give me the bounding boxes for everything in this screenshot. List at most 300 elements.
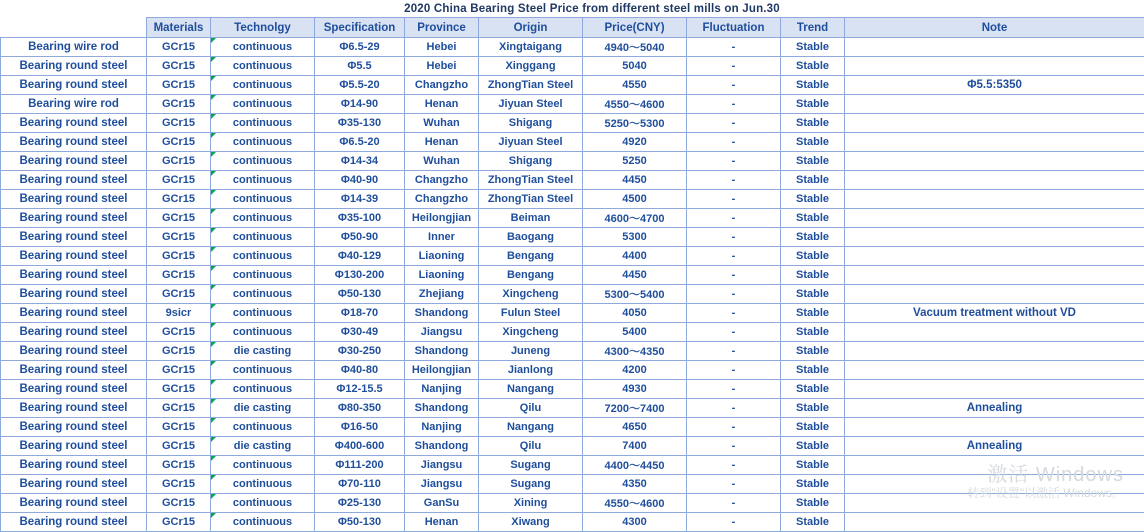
cell-fluctuation[interactable]: -: [687, 247, 781, 266]
cell-note[interactable]: [845, 323, 1144, 342]
cell-materials[interactable]: GCr15: [147, 361, 211, 380]
cell-price[interactable]: 4550: [583, 76, 687, 95]
cell-price[interactable]: 4550～4600: [583, 95, 687, 114]
cell-product[interactable]: Bearing round steel: [1, 76, 147, 95]
cell-technolgy[interactable]: continuous: [211, 304, 315, 323]
cell-specification[interactable]: Φ40-129: [315, 247, 405, 266]
table-row[interactable]: [1, 456, 1144, 475]
cell-product[interactable]: Bearing round steel: [1, 494, 147, 513]
cell-product[interactable]: Bearing round steel: [1, 399, 147, 418]
cell-materials[interactable]: GCr15: [147, 190, 211, 209]
table-row[interactable]: [1, 190, 1144, 209]
cell-price[interactable]: 5250～5300: [583, 114, 687, 133]
cell-origin[interactable]: Xining: [479, 494, 583, 513]
cell-province[interactable]: Changzho: [405, 190, 479, 209]
cell-specification[interactable]: Φ14-39: [315, 190, 405, 209]
cell-fluctuation[interactable]: -: [687, 38, 781, 57]
cell-province[interactable]: Inner: [405, 228, 479, 247]
cell-specification[interactable]: Φ130-200: [315, 266, 405, 285]
cell-technolgy[interactable]: continuous: [211, 266, 315, 285]
cell-product[interactable]: Bearing round steel: [1, 228, 147, 247]
table-row[interactable]: [1, 361, 1144, 380]
cell-price[interactable]: 5250: [583, 152, 687, 171]
cell-materials[interactable]: GCr15: [147, 76, 211, 95]
cell-province[interactable]: GanSu: [405, 494, 479, 513]
cell-technolgy[interactable]: continuous: [211, 57, 315, 76]
column-header-price: Price(CNY): [583, 18, 687, 38]
cell-product[interactable]: Bearing round steel: [1, 133, 147, 152]
cell-price[interactable]: 4500: [583, 190, 687, 209]
cell-note[interactable]: [845, 361, 1144, 380]
cell-fluctuation[interactable]: -: [687, 399, 781, 418]
cell-specification[interactable]: Φ6.5-29: [315, 38, 405, 57]
cell-materials[interactable]: GCr15: [147, 342, 211, 361]
cell-product[interactable]: Bearing round steel: [1, 152, 147, 171]
cell-price[interactable]: 5300～5400: [583, 285, 687, 304]
table-row[interactable]: [1, 266, 1144, 285]
cell-province[interactable]: Jiangsu: [405, 475, 479, 494]
cell-province[interactable]: Wuhan: [405, 152, 479, 171]
cell-origin[interactable]: ZhongTian Steel: [479, 76, 583, 95]
cell-product[interactable]: Bearing round steel: [1, 57, 147, 76]
page-title: 2020 China Bearing Steel Price from different steel mills on Jun.30: [364, 3, 780, 15]
cell-origin[interactable]: Sugang: [479, 456, 583, 475]
cell-origin[interactable]: Shigang: [479, 152, 583, 171]
cell-materials[interactable]: 9sicr: [147, 304, 211, 323]
cell-province[interactable]: Changzho: [405, 171, 479, 190]
cell-price[interactable]: 4400: [583, 247, 687, 266]
cell-technolgy[interactable]: continuous: [211, 285, 315, 304]
cell-specification[interactable]: Φ30-49: [315, 323, 405, 342]
cell-note[interactable]: [845, 475, 1144, 494]
cell-specification[interactable]: Φ400-600: [315, 437, 405, 456]
cell-origin[interactable]: Bengang: [479, 247, 583, 266]
cell-technolgy[interactable]: continuous: [211, 247, 315, 266]
table-header-row: [1, 18, 1144, 38]
cell-trend[interactable]: Stable: [781, 494, 845, 513]
cell-fluctuation[interactable]: -: [687, 190, 781, 209]
table-row[interactable]: [1, 494, 1144, 513]
cell-origin[interactable]: Bengang: [479, 266, 583, 285]
cell-specification[interactable]: Φ35-130: [315, 114, 405, 133]
cell-specification[interactable]: Φ80-350: [315, 399, 405, 418]
table-row[interactable]: [1, 95, 1144, 114]
cell-province[interactable]: Jiangsu: [405, 323, 479, 342]
cell-technolgy[interactable]: die casting: [211, 437, 315, 456]
cell-origin[interactable]: Beiman: [479, 209, 583, 228]
cell-product[interactable]: Bearing wire rod: [1, 95, 147, 114]
cell-product[interactable]: Bearing round steel: [1, 513, 147, 532]
cell-note[interactable]: Φ5.5:5350: [845, 76, 1144, 95]
cell-trend[interactable]: Stable: [781, 323, 845, 342]
cell-origin[interactable]: Jianlong: [479, 361, 583, 380]
cell-note[interactable]: [845, 247, 1144, 266]
cell-product[interactable]: Bearing round steel: [1, 266, 147, 285]
cell-note[interactable]: [845, 190, 1144, 209]
cell-product[interactable]: Bearing round steel: [1, 247, 147, 266]
cell-technolgy[interactable]: continuous: [211, 513, 315, 532]
table-row[interactable]: [1, 285, 1144, 304]
cell-province[interactable]: Changzho: [405, 76, 479, 95]
cell-materials[interactable]: GCr15: [147, 133, 211, 152]
cell-specification[interactable]: Φ50-130: [315, 285, 405, 304]
cell-trend[interactable]: Stable: [781, 380, 845, 399]
cell-price[interactable]: 4940～5040: [583, 38, 687, 57]
cell-province[interactable]: Nanjing: [405, 418, 479, 437]
cell-product[interactable]: Bearing round steel: [1, 285, 147, 304]
cell-note[interactable]: [845, 209, 1144, 228]
table-row[interactable]: [1, 380, 1144, 399]
cell-specification[interactable]: Φ70-110: [315, 475, 405, 494]
watermark-line-2: 转到"设置"以激活 Windows。: [967, 486, 1124, 500]
cell-materials[interactable]: GCr15: [147, 456, 211, 475]
cell-fluctuation[interactable]: -: [687, 171, 781, 190]
cell-product[interactable]: Bearing round steel: [1, 380, 147, 399]
cell-materials[interactable]: GCr15: [147, 114, 211, 133]
cell-origin[interactable]: Qilu: [479, 399, 583, 418]
table-row[interactable]: [1, 513, 1144, 532]
cell-trend[interactable]: Stable: [781, 114, 845, 133]
cell-province[interactable]: Heilongjian: [405, 361, 479, 380]
cell-technolgy[interactable]: continuous: [211, 133, 315, 152]
cell-materials[interactable]: GCr15: [147, 228, 211, 247]
cell-province[interactable]: Wuhan: [405, 114, 479, 133]
cell-fluctuation[interactable]: -: [687, 228, 781, 247]
cell-trend[interactable]: Stable: [781, 342, 845, 361]
cell-price[interactable]: 4300: [583, 513, 687, 532]
column-header-note: Note: [845, 18, 1144, 38]
cell-specification[interactable]: Φ30-250: [315, 342, 405, 361]
cell-trend[interactable]: Stable: [781, 152, 845, 171]
cell-trend[interactable]: Stable: [781, 475, 845, 494]
cell-province[interactable]: Henan: [405, 95, 479, 114]
cell-materials[interactable]: GCr15: [147, 152, 211, 171]
column-header-trend: Trend: [781, 18, 845, 38]
table-row[interactable]: [1, 342, 1144, 361]
cell-product[interactable]: Bearing round steel: [1, 418, 147, 437]
cell-trend[interactable]: Stable: [781, 95, 845, 114]
cell-fluctuation[interactable]: -: [687, 494, 781, 513]
table-row[interactable]: [1, 437, 1144, 456]
cell-origin[interactable]: Jiyuan Steel: [479, 133, 583, 152]
cell-technolgy[interactable]: continuous: [211, 38, 315, 57]
cell-trend[interactable]: Stable: [781, 304, 845, 323]
cell-province[interactable]: Shandong: [405, 437, 479, 456]
cell-materials[interactable]: GCr15: [147, 171, 211, 190]
table-row[interactable]: [1, 209, 1144, 228]
cell-product[interactable]: Bearing round steel: [1, 171, 147, 190]
cell-fluctuation[interactable]: -: [687, 342, 781, 361]
cell-specification[interactable]: Φ12-15.5: [315, 380, 405, 399]
cell-province[interactable]: Heilongjian: [405, 209, 479, 228]
cell-specification[interactable]: Φ40-90: [315, 171, 405, 190]
table-row[interactable]: [1, 399, 1144, 418]
cell-technolgy[interactable]: continuous: [211, 456, 315, 475]
cell-price[interactable]: 4300～4350: [583, 342, 687, 361]
cell-product[interactable]: Bearing round steel: [1, 304, 147, 323]
cell-product[interactable]: Bearing round steel: [1, 323, 147, 342]
cell-fluctuation[interactable]: -: [687, 152, 781, 171]
cell-trend[interactable]: Stable: [781, 57, 845, 76]
cell-materials[interactable]: GCr15: [147, 494, 211, 513]
steel-price-table: [0, 17, 1144, 532]
cell-note[interactable]: [845, 152, 1144, 171]
cell-price[interactable]: 4400～4450: [583, 456, 687, 475]
cell-price[interactable]: 4050: [583, 304, 687, 323]
cell-technolgy[interactable]: continuous: [211, 361, 315, 380]
cell-origin[interactable]: Shigang: [479, 114, 583, 133]
cell-fluctuation[interactable]: -: [687, 475, 781, 494]
cell-note[interactable]: [845, 228, 1144, 247]
cell-price[interactable]: 4550～4600: [583, 494, 687, 513]
cell-fluctuation[interactable]: -: [687, 361, 781, 380]
cell-specification[interactable]: Φ5.5-20: [315, 76, 405, 95]
cell-materials[interactable]: GCr15: [147, 95, 211, 114]
cell-note[interactable]: Annealing: [845, 399, 1144, 418]
cell-note[interactable]: [845, 456, 1144, 475]
table-row[interactable]: [1, 171, 1144, 190]
cell-specification[interactable]: Φ6.5-20: [315, 133, 405, 152]
cell-product[interactable]: Bearing round steel: [1, 114, 147, 133]
cell-specification[interactable]: Φ5.5: [315, 57, 405, 76]
column-header-materials: Materials: [147, 18, 211, 38]
cell-fluctuation[interactable]: -: [687, 57, 781, 76]
cell-technolgy[interactable]: continuous: [211, 494, 315, 513]
table-row[interactable]: [1, 133, 1144, 152]
cell-province[interactable]: Henan: [405, 133, 479, 152]
cell-province[interactable]: Shandong: [405, 304, 479, 323]
cell-materials[interactable]: GCr15: [147, 38, 211, 57]
column-header-specification: Specification: [315, 18, 405, 38]
cell-fluctuation[interactable]: -: [687, 323, 781, 342]
cell-product[interactable]: Bearing round steel: [1, 190, 147, 209]
cell-note[interactable]: [845, 380, 1144, 399]
cell-materials[interactable]: GCr15: [147, 57, 211, 76]
cell-note[interactable]: [845, 114, 1144, 133]
cell-origin[interactable]: Xingcheng: [479, 285, 583, 304]
cell-trend[interactable]: Stable: [781, 209, 845, 228]
cell-origin[interactable]: Nangang: [479, 380, 583, 399]
cell-trend[interactable]: Stable: [781, 247, 845, 266]
cell-price[interactable]: 5400: [583, 323, 687, 342]
cell-origin[interactable]: ZhongTian Steel: [479, 171, 583, 190]
cell-fluctuation[interactable]: -: [687, 380, 781, 399]
column-header-origin: Origin: [479, 18, 583, 38]
cell-province[interactable]: Nanjing: [405, 380, 479, 399]
cell-technolgy[interactable]: continuous: [211, 418, 315, 437]
cell-note[interactable]: [845, 171, 1144, 190]
cell-specification[interactable]: Φ14-90: [315, 95, 405, 114]
cell-note[interactable]: [845, 418, 1144, 437]
cell-trend[interactable]: Stable: [781, 76, 845, 95]
cell-origin[interactable]: Sugang: [479, 475, 583, 494]
cell-trend[interactable]: Stable: [781, 38, 845, 57]
table-row[interactable]: [1, 304, 1144, 323]
cell-province[interactable]: Hebei: [405, 38, 479, 57]
table-row[interactable]: [1, 323, 1144, 342]
cell-materials[interactable]: GCr15: [147, 209, 211, 228]
cell-materials[interactable]: GCr15: [147, 418, 211, 437]
cell-origin[interactable]: Xingcheng: [479, 323, 583, 342]
cell-technolgy[interactable]: continuous: [211, 323, 315, 342]
table-row[interactable]: [1, 76, 1144, 95]
cell-specification[interactable]: Φ40-80: [315, 361, 405, 380]
cell-trend[interactable]: Stable: [781, 418, 845, 437]
cell-province[interactable]: Shandong: [405, 399, 479, 418]
cell-origin[interactable]: Xiwang: [479, 513, 583, 532]
cell-price[interactable]: 4450: [583, 171, 687, 190]
cell-fluctuation[interactable]: -: [687, 285, 781, 304]
table-row[interactable]: [1, 418, 1144, 437]
cell-materials[interactable]: GCr15: [147, 475, 211, 494]
cell-price[interactable]: 4200: [583, 361, 687, 380]
cell-price[interactable]: 5040: [583, 57, 687, 76]
cell-specification[interactable]: Φ25-130: [315, 494, 405, 513]
cell-specification[interactable]: Φ50-130: [315, 513, 405, 532]
cell-fluctuation[interactable]: -: [687, 95, 781, 114]
cell-note[interactable]: [845, 57, 1144, 76]
cell-origin[interactable]: Fulun Steel: [479, 304, 583, 323]
cell-trend[interactable]: Stable: [781, 399, 845, 418]
cell-fluctuation[interactable]: -: [687, 304, 781, 323]
column-header-fluctuation: Fluctuation: [687, 18, 781, 38]
cell-origin[interactable]: Qilu: [479, 437, 583, 456]
cell-technolgy[interactable]: continuous: [211, 114, 315, 133]
cell-fluctuation[interactable]: -: [687, 266, 781, 285]
table-row[interactable]: [1, 247, 1144, 266]
cell-trend[interactable]: Stable: [781, 228, 845, 247]
cell-product[interactable]: Bearing round steel: [1, 456, 147, 475]
cell-product[interactable]: Bearing round steel: [1, 361, 147, 380]
cell-price[interactable]: 4920: [583, 133, 687, 152]
cell-trend[interactable]: Stable: [781, 171, 845, 190]
cell-product[interactable]: Bearing round steel: [1, 475, 147, 494]
cell-trend[interactable]: Stable: [781, 285, 845, 304]
cell-origin[interactable]: Xinggang: [479, 57, 583, 76]
cell-materials[interactable]: GCr15: [147, 399, 211, 418]
cell-materials[interactable]: GCr15: [147, 285, 211, 304]
cell-note[interactable]: [845, 133, 1144, 152]
cell-fluctuation[interactable]: -: [687, 418, 781, 437]
cell-technolgy[interactable]: continuous: [211, 190, 315, 209]
cell-product[interactable]: Bearing round steel: [1, 342, 147, 361]
table-body: [1, 38, 1144, 532]
cell-price[interactable]: 7200～7400: [583, 399, 687, 418]
cell-fluctuation[interactable]: -: [687, 114, 781, 133]
cell-origin[interactable]: Baogang: [479, 228, 583, 247]
cell-specification[interactable]: Φ18-70: [315, 304, 405, 323]
cell-technolgy[interactable]: continuous: [211, 152, 315, 171]
cell-materials[interactable]: GCr15: [147, 437, 211, 456]
cell-product[interactable]: Bearing round steel: [1, 437, 147, 456]
cell-trend[interactable]: Stable: [781, 266, 845, 285]
cell-note[interactable]: Annealing: [845, 437, 1144, 456]
cell-origin[interactable]: Jiyuan Steel: [479, 95, 583, 114]
cell-specification[interactable]: Φ111-200: [315, 456, 405, 475]
cell-specification[interactable]: Φ16-50: [315, 418, 405, 437]
cell-province[interactable]: Henan: [405, 513, 479, 532]
cell-technolgy[interactable]: die casting: [211, 342, 315, 361]
cell-materials[interactable]: GCr15: [147, 266, 211, 285]
cell-province[interactable]: Liaoning: [405, 247, 479, 266]
cell-note[interactable]: [845, 285, 1144, 304]
cell-product[interactable]: Bearing round steel: [1, 209, 147, 228]
cell-province[interactable]: Hebei: [405, 57, 479, 76]
cell-materials[interactable]: GCr15: [147, 380, 211, 399]
cell-trend[interactable]: Stable: [781, 361, 845, 380]
cell-price[interactable]: 4650: [583, 418, 687, 437]
cell-price[interactable]: 4450: [583, 266, 687, 285]
cell-origin[interactable]: ZhongTian Steel: [479, 190, 583, 209]
cell-trend[interactable]: Stable: [781, 456, 845, 475]
cell-fluctuation[interactable]: -: [687, 133, 781, 152]
cell-note[interactable]: [845, 95, 1144, 114]
cell-specification[interactable]: Φ35-100: [315, 209, 405, 228]
cell-note[interactable]: [845, 342, 1144, 361]
cell-materials[interactable]: GCr15: [147, 247, 211, 266]
cell-technolgy[interactable]: continuous: [211, 95, 315, 114]
table-row[interactable]: [1, 152, 1144, 171]
cell-price[interactable]: 5300: [583, 228, 687, 247]
cell-price[interactable]: 4350: [583, 475, 687, 494]
cell-technolgy[interactable]: continuous: [211, 171, 315, 190]
cell-note[interactable]: [845, 494, 1144, 513]
cell-specification[interactable]: Φ14-34: [315, 152, 405, 171]
cell-note[interactable]: Vacuum treatment without VD: [845, 304, 1144, 323]
cell-specification[interactable]: Φ50-90: [315, 228, 405, 247]
cell-note[interactable]: [845, 513, 1144, 532]
cell-price[interactable]: 4930: [583, 380, 687, 399]
cell-technolgy[interactable]: continuous: [211, 380, 315, 399]
cell-note[interactable]: [845, 266, 1144, 285]
cell-technolgy[interactable]: continuous: [211, 209, 315, 228]
sheet-title-row: [0, 0, 1144, 17]
cell-origin[interactable]: Xingtaigang: [479, 38, 583, 57]
cell-technolgy[interactable]: continuous: [211, 475, 315, 494]
cell-trend[interactable]: Stable: [781, 513, 845, 532]
cell-price[interactable]: 4600～4700: [583, 209, 687, 228]
cell-materials[interactable]: GCr15: [147, 513, 211, 532]
cell-province[interactable]: Jiangsu: [405, 456, 479, 475]
cell-trend[interactable]: Stable: [781, 437, 845, 456]
cell-fluctuation[interactable]: -: [687, 456, 781, 475]
cell-fluctuation[interactable]: -: [687, 76, 781, 95]
table-row[interactable]: [1, 228, 1144, 247]
cell-technolgy[interactable]: continuous: [211, 76, 315, 95]
cell-product[interactable]: Bearing wire rod: [1, 38, 147, 57]
cell-fluctuation[interactable]: -: [687, 437, 781, 456]
cell-note[interactable]: [845, 38, 1144, 57]
cell-fluctuation[interactable]: -: [687, 513, 781, 532]
cell-province[interactable]: Zhejiang: [405, 285, 479, 304]
cell-province[interactable]: Shandong: [405, 342, 479, 361]
cell-materials[interactable]: GCr15: [147, 323, 211, 342]
table-row[interactable]: [1, 114, 1144, 133]
cell-technolgy[interactable]: die casting: [211, 399, 315, 418]
cell-price[interactable]: 7400: [583, 437, 687, 456]
table-row[interactable]: [1, 475, 1144, 494]
table-row[interactable]: [1, 57, 1144, 76]
cell-origin[interactable]: Juneng: [479, 342, 583, 361]
cell-technolgy[interactable]: continuous: [211, 228, 315, 247]
table-row[interactable]: [1, 38, 1144, 57]
column-header-province: Province: [405, 18, 479, 38]
cell-fluctuation[interactable]: -: [687, 209, 781, 228]
cell-trend[interactable]: Stable: [781, 133, 845, 152]
cell-province[interactable]: Liaoning: [405, 266, 479, 285]
cell-origin[interactable]: Nangang: [479, 418, 583, 437]
cell-trend[interactable]: Stable: [781, 190, 845, 209]
